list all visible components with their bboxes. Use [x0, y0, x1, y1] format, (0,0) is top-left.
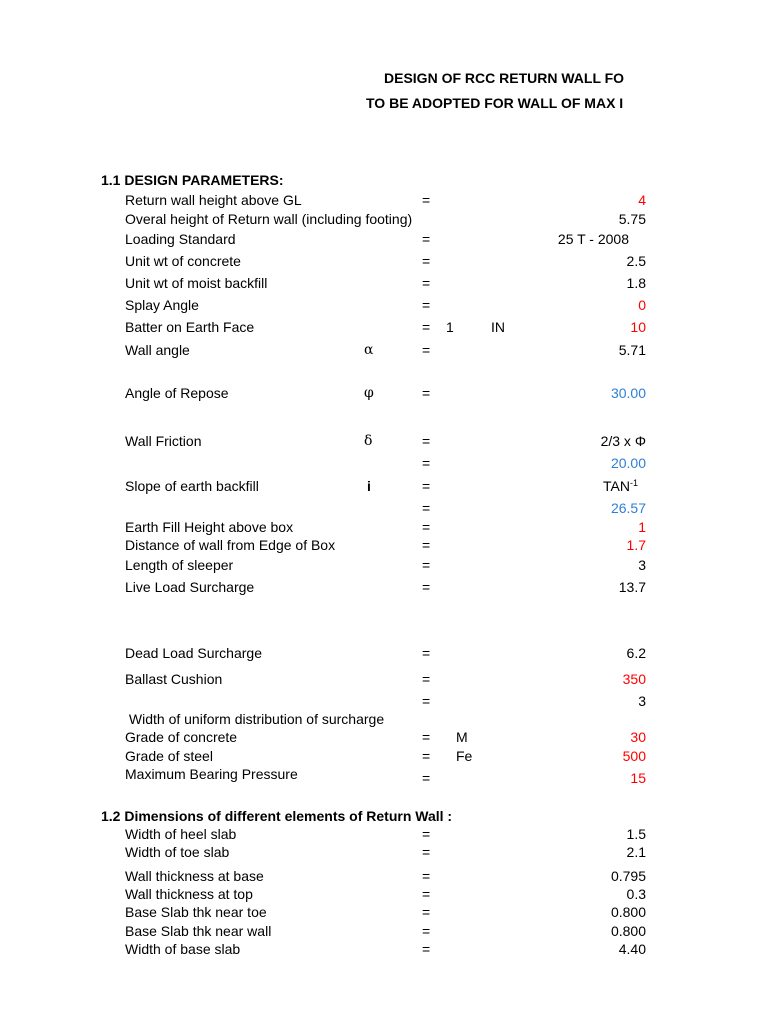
param-label: Width of uniform distribution of surcharge: [125, 711, 385, 727]
param-value: 25 T - 2008: [557, 231, 629, 247]
section-header-dimensions: 1.2 Dimensions of different elements of Return Wall :: [101, 808, 453, 824]
batter-ratio-one: 1: [446, 319, 454, 335]
dim-label: Base Slab thk near toe: [125, 904, 267, 920]
param-value: 15: [630, 770, 646, 786]
equals-sign: =: [422, 671, 431, 687]
param-value: 6.2: [626, 645, 646, 661]
param-label: Maximum Bearing Pressure: [125, 766, 298, 782]
equals-sign: =: [422, 192, 431, 208]
concrete-grade-prefix: M: [456, 729, 468, 745]
steel-grade-prefix: Fe: [456, 748, 473, 764]
inverse-superscript: -1: [629, 478, 638, 488]
equals-sign: =: [422, 844, 431, 860]
section-header-design-parameters: 1.1 DESIGN PARAMETERS:: [101, 172, 284, 188]
param-label: Wall angle: [125, 342, 190, 358]
dim-value: 0.3: [626, 886, 646, 902]
dim-value: 2.1: [626, 844, 646, 860]
i-symbol: i: [367, 478, 371, 494]
equals-sign: =: [422, 693, 431, 709]
param-value: 5.71: [618, 342, 646, 358]
param-label: Grade of steel: [125, 748, 213, 764]
param-label: Loading Standard: [125, 231, 236, 247]
param-label: Dead Load Surcharge: [125, 645, 262, 661]
dim-label: Wall thickness at base: [125, 868, 264, 884]
param-value: 2/3 x Φ: [600, 433, 646, 449]
dim-value: 0.800: [610, 904, 646, 920]
param-label: Distance of wall from Edge of Box: [125, 537, 336, 553]
param-label: Length of sleeper: [125, 557, 234, 573]
param-label: Return wall height above GL: [125, 192, 302, 208]
param-label: Unit wt of concrete: [125, 253, 241, 269]
param-value: 26.57: [610, 500, 646, 516]
tan-text: TAN: [603, 478, 630, 494]
param-value: 0: [638, 297, 646, 313]
param-value: 4: [638, 192, 646, 208]
param-label: Unit wt of moist backfill: [125, 275, 268, 291]
param-label: Overal height of Return wall (including footing): [125, 211, 413, 227]
equals-sign: =: [422, 729, 431, 745]
equals-sign: =: [422, 868, 431, 884]
dim-value: 0.800: [610, 923, 646, 939]
dim-value: 0.795: [610, 868, 646, 884]
param-value: 30: [630, 729, 646, 745]
equals-sign: =: [422, 275, 431, 291]
equals-sign: =: [422, 319, 431, 335]
equals-sign: =: [422, 455, 431, 471]
equals-sign: =: [422, 297, 431, 313]
param-label: Angle of Repose: [125, 385, 229, 401]
equals-sign: =: [422, 923, 431, 939]
equals-sign: =: [422, 748, 431, 764]
dim-value: 1.5: [626, 826, 646, 842]
param-value: 3: [638, 557, 646, 573]
param-value: 2.5: [626, 253, 646, 269]
param-label: Batter on Earth Face: [125, 319, 255, 335]
equals-sign: =: [422, 826, 431, 842]
dim-label: Width of heel slab: [125, 826, 237, 842]
param-label: Grade of concrete: [125, 729, 238, 745]
equals-sign: =: [422, 886, 431, 902]
equals-sign: =: [422, 770, 431, 786]
equals-sign: =: [422, 385, 431, 401]
dim-label: Width of toe slab: [125, 844, 230, 860]
param-value: [603, 477, 638, 495]
param-label: Earth Fill Height above box: [125, 519, 294, 535]
param-value: 10: [630, 319, 646, 335]
equals-sign: =: [422, 231, 431, 247]
param-label: Live Load Surcharge: [125, 579, 255, 595]
param-value: 3: [638, 693, 646, 709]
dim-label: Base Slab thk near wall: [125, 923, 272, 939]
page-title: DESIGN OF RCC RETURN WALL FO: [384, 70, 625, 86]
param-value: 20.00: [610, 455, 646, 471]
param-value: 500: [622, 748, 646, 764]
equals-sign: =: [422, 579, 431, 595]
param-value: 30.00: [610, 385, 646, 401]
param-value: 13.7: [618, 579, 646, 595]
equals-sign: =: [422, 557, 431, 573]
equals-sign: =: [422, 342, 431, 358]
delta-symbol: δ: [364, 433, 373, 449]
equals-sign: =: [422, 941, 431, 957]
param-label: Wall Friction: [125, 433, 202, 449]
equals-sign: =: [422, 645, 431, 661]
alpha-symbol: α: [364, 342, 374, 358]
equals-sign: =: [422, 519, 431, 535]
equals-sign: =: [422, 500, 431, 516]
param-value: 350: [622, 671, 646, 687]
param-value: 1.7: [626, 537, 646, 553]
param-value: 1.8: [626, 275, 646, 291]
dim-label: Width of base slab: [125, 941, 241, 957]
dim-value: 4.40: [618, 941, 646, 957]
equals-sign: =: [422, 478, 431, 494]
phi-symbol: φ: [364, 385, 374, 401]
equals-sign: =: [422, 904, 431, 920]
param-value: 1: [638, 519, 646, 535]
equals-sign: =: [422, 433, 431, 449]
batter-ratio-in: IN: [491, 319, 505, 335]
param-label: Ballast Cushion: [125, 671, 223, 687]
page-subtitle: TO BE ADOPTED FOR WALL OF MAX I: [366, 95, 624, 111]
param-value: 5.75: [618, 211, 646, 227]
equals-sign: =: [422, 537, 431, 553]
param-label: Slope of earth backfill: [125, 478, 259, 494]
param-label: Splay Angle: [125, 297, 199, 313]
dim-label: Wall thickness at top: [125, 886, 253, 902]
equals-sign: =: [422, 253, 431, 269]
